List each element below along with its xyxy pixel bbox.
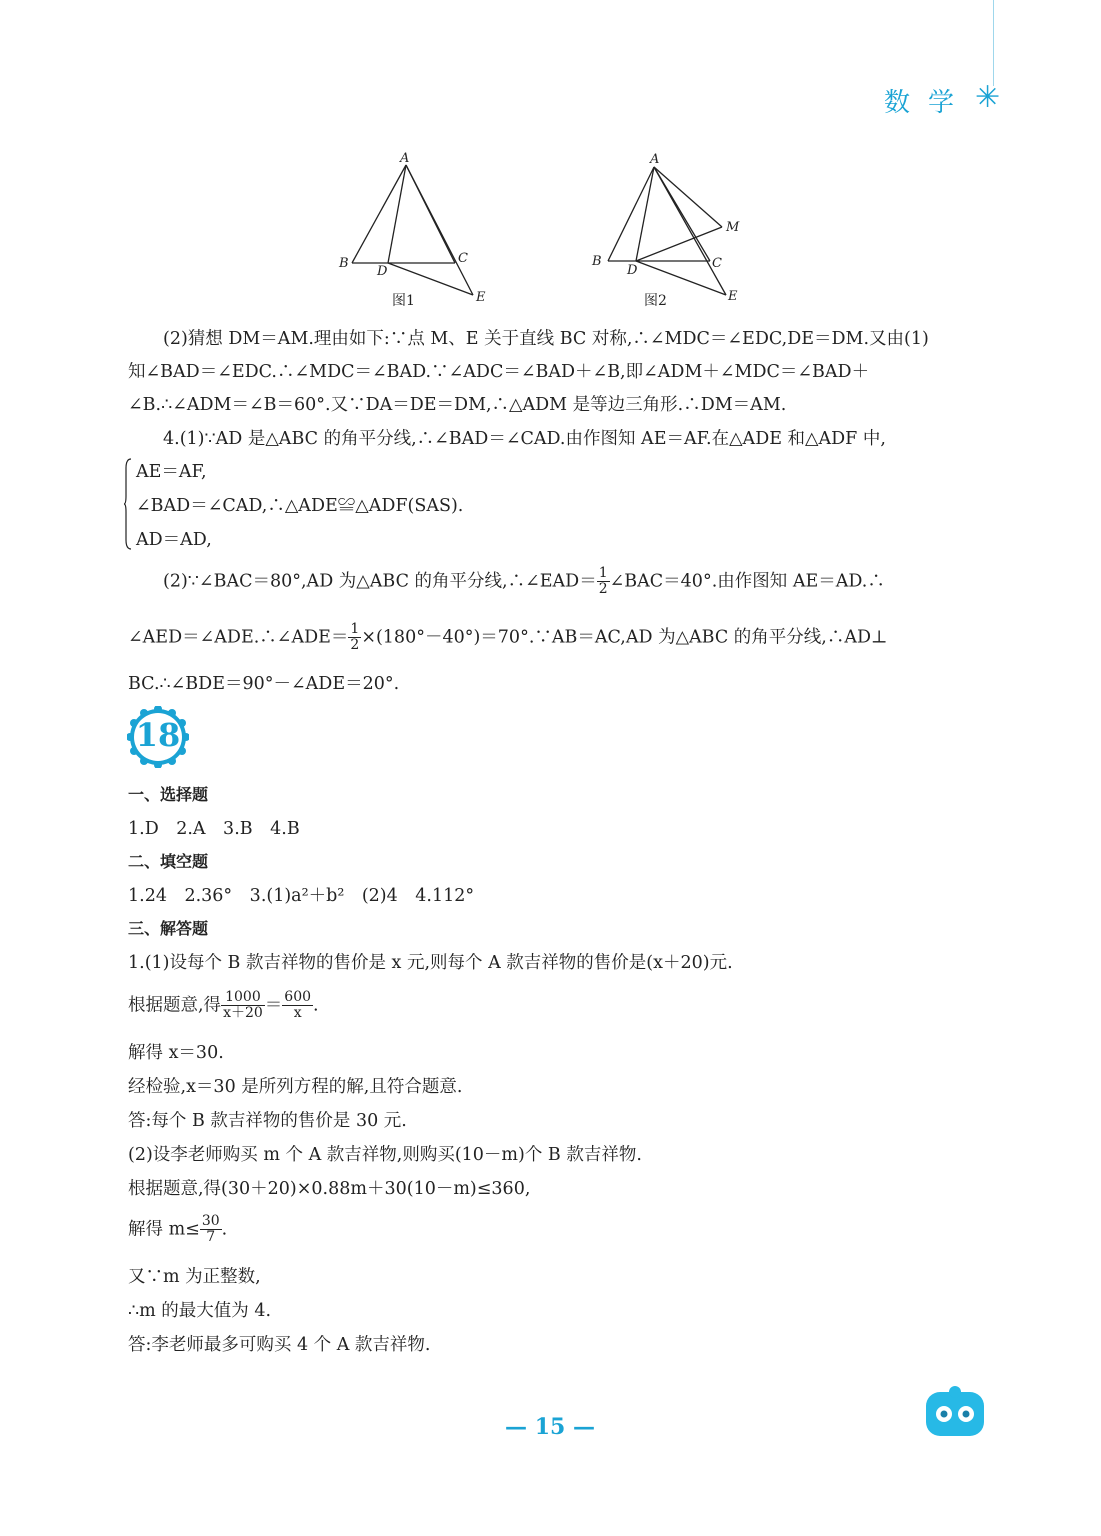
text-segment: 根据题意,得: [128, 995, 222, 1016]
text-segment: ＝: [264, 995, 283, 1016]
fraction-numerator: 1: [350, 621, 360, 637]
brace-icon: [124, 458, 132, 550]
fig2-label-c: C: [712, 256, 722, 271]
text-segment: (2)∵∠BAC＝80°,AD 为△ABC 的角平分线,∴∠EAD＝: [163, 571, 597, 592]
solution-line-with-fraction: [128, 990, 958, 1022]
section-heading: 二、填空题: [128, 852, 209, 871]
solution-line: 解得 x＝30.: [128, 1043, 224, 1063]
text-line-with-fraction: [128, 622, 958, 654]
solution-line-with-fraction: [128, 1214, 958, 1246]
figure-1: [330, 145, 510, 315]
text-segment: ×(180°－40°)＝70°.∵AB＝AC,AD 为△ABC 的角平分线,∴AD⊥: [361, 627, 888, 648]
fraction-denominator: 2: [350, 637, 360, 654]
text-line: ∠B.∴∠ADM＝∠B＝60°.又∵DA＝DE＝DM,∴△ADM 是等边三角形.∴DM＝AM.: [128, 395, 787, 415]
fraction: [200, 1214, 222, 1246]
mascot-logo-icon: [920, 1384, 990, 1444]
subject-title: 数学: [884, 88, 973, 118]
fig2-label-m: M: [726, 220, 740, 235]
fig2-label-d: D: [627, 263, 638, 278]
text-line: BC.∴∠BDE＝90°－∠ADE＝20°.: [128, 674, 400, 694]
figure-2: [586, 145, 756, 315]
text-segment: .: [313, 995, 319, 1016]
section-heading: 一、选择题: [128, 785, 209, 804]
fraction: [221, 990, 265, 1022]
snowflake-icon: ✳: [975, 80, 1001, 115]
fraction: [348, 622, 361, 654]
section-number: 18: [135, 716, 181, 754]
solution-line: (2)设李老师购买 m 个 A 款吉祥物,则购买(10－m)个 B 款吉祥物.: [128, 1145, 642, 1165]
fraction: [597, 566, 610, 598]
header-divider: [993, 0, 994, 86]
solution-line: 经检验,x＝30 是所列方程的解,且符合题意.: [128, 1077, 463, 1097]
fig2-label-b: B: [592, 254, 602, 269]
text-segment: .: [221, 1219, 228, 1240]
fig1-label-b: B: [339, 256, 349, 271]
fraction-numerator: 600: [284, 989, 312, 1005]
section-heading: 三、解答题: [128, 919, 209, 938]
fig2-label-e: E: [728, 289, 738, 304]
fraction-numerator: 30: [201, 1213, 220, 1229]
system-row: AE＝AF,: [136, 462, 207, 482]
fraction-denominator: x＋20: [223, 1005, 263, 1022]
fraction-denominator: 7: [206, 1229, 216, 1246]
fig1-caption: 图1: [392, 293, 415, 309]
solution-line: 答:李老师最多可购买 4 个 A 款吉祥物.: [128, 1335, 431, 1355]
text-segment: ∠BAC＝40°.由作图知 AE＝AD.∴: [609, 571, 885, 592]
text-line: (2)猜想 DM＝AM.理由如下:∵点 M、E 关于直线 BC 对称,∴∠MDC＝∠EDC,DE＝DM.又由(1): [163, 329, 929, 349]
fig1-label-c: C: [458, 251, 468, 266]
fraction-numerator: 1: [598, 565, 608, 581]
solution-line: 又∵m 为正整数,: [128, 1267, 261, 1287]
solution-line: ∴m 的最大值为 4.: [128, 1301, 272, 1321]
text-line: 4.(1)∵AD 是△ABC 的角平分线,∴∠BAD＝∠CAD.由作图知 AE＝AF.在△ADE 和△ADF 中,: [163, 429, 886, 449]
text-segment: ∠AED＝∠ADE.∴∠ADE＝: [128, 627, 349, 648]
fig1-label-e: E: [476, 290, 486, 305]
solution-line: 根据题意,得(30＋20)×0.88m＋30(10－m)≤360,: [128, 1179, 531, 1199]
solution-line: 1.(1)设每个 B 款吉祥物的售价是 x 元,则每个 A 款吉祥物的售价是(x＋20)元.: [128, 953, 733, 973]
fraction-denominator: 2: [598, 581, 608, 598]
fraction-denominator: x: [293, 1005, 302, 1022]
fig1-label-a: A: [400, 151, 410, 166]
solution-line: 答:每个 B 款吉祥物的售价是 30 元.: [128, 1111, 407, 1131]
fig1-label-d: D: [377, 264, 388, 279]
text-line: 知∠BAD＝∠EDC.∴∠MDC＝∠BAD.∵∠ADC＝∠BAD＋∠B,即∠ADM＋∠MDC＝∠BAD＋: [128, 362, 870, 382]
page-number: — 15 —: [505, 1414, 595, 1440]
system-row: AD＝AD,: [136, 530, 212, 550]
fig2-label-a: A: [650, 152, 660, 167]
text-segment: 解得 m≤: [128, 1219, 200, 1240]
fraction-numerator: 1000: [221, 990, 265, 1006]
answer-line: 1.24 2.36° 3.(1)a²＋b² (2)4 4.112°: [128, 886, 475, 906]
text-line-with-fraction: [163, 566, 993, 598]
fig2-caption: 图2: [644, 293, 667, 309]
answer-line: 1.D 2.A 3.B 4.B: [128, 819, 300, 839]
fraction: [282, 990, 313, 1022]
system-row: ∠BAD＝∠CAD,∴△ADE≌△ADF(SAS).: [136, 496, 464, 516]
